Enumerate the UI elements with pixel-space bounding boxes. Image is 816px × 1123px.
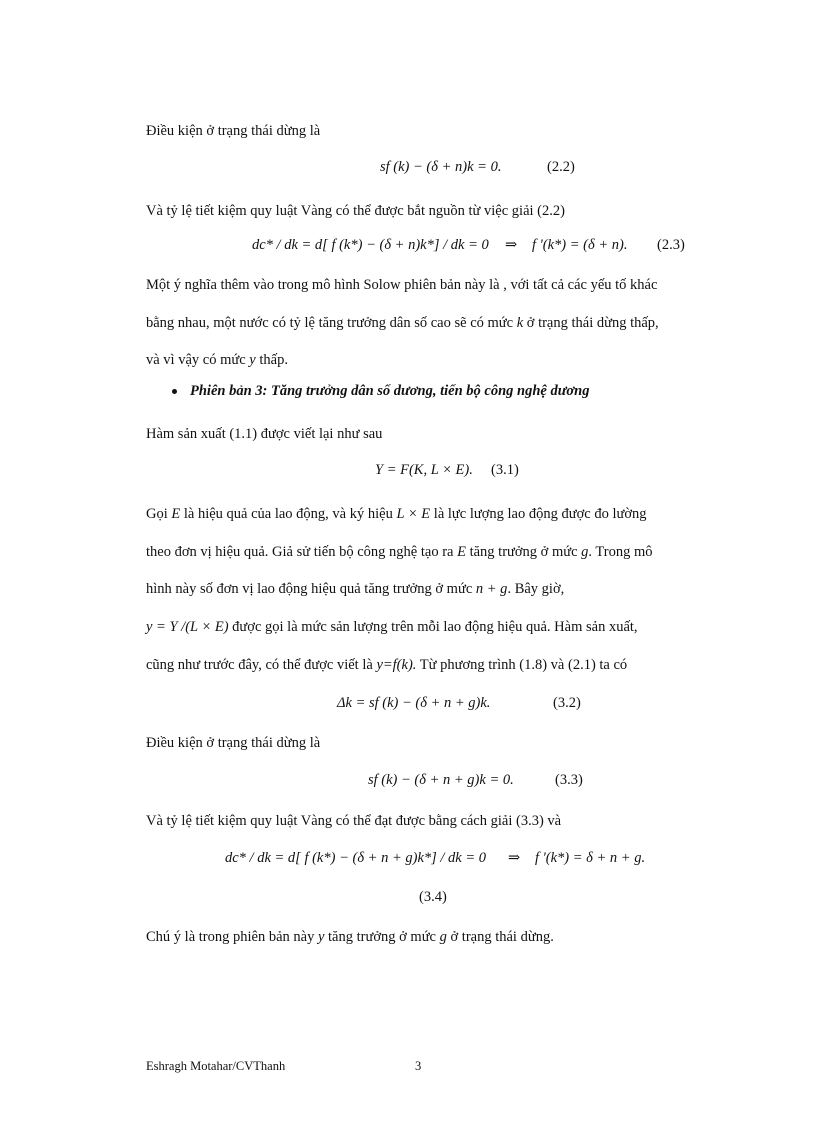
- section-heading-version-3: Phiên bản 3: Tăng trưởng dân số dương, tiến bộ công nghệ dương: [190, 383, 590, 399]
- equation-number-3-2: (3.2): [553, 695, 581, 711]
- paragraph-effectiveness-line-4: y = Y /(L × E) được gọi là mức sản lượng trên mỗi lao động hiệu quả. Hàm sản xuất,: [146, 619, 638, 635]
- equation-number-3-4: (3.4): [419, 889, 447, 905]
- footer-page-number: 3: [415, 1059, 422, 1073]
- implies-arrow-2: ⇒: [508, 850, 521, 866]
- equation-2-3-right: f '(k*) = (δ + n).: [532, 237, 628, 253]
- bullet-icon: [172, 389, 177, 394]
- paragraph-implication-line-3: và vì vậy có mức y thấp.: [146, 352, 288, 368]
- paragraph-closing-note: Chú ý là trong phiên bản này y tăng trưởng ở mức g ở trạng thái dừng.: [146, 929, 554, 945]
- paragraph-effectiveness-line-2: theo đơn vị hiệu quả. Giả sử tiến bộ công nghệ tạo ra E tăng trưởng ở mức g. Trong mô: [146, 544, 653, 560]
- equation-3-2: Δk = sf (k) − (δ + n + g)k.: [337, 695, 491, 711]
- equation-number-3-1: (3.1): [491, 462, 519, 478]
- paragraph-implication-line-2: bằng nhau, một nước có tỷ lệ tăng trưởng dân số cao sẽ có mức k ở trạng thái dừng thấp,: [146, 315, 659, 331]
- equation-number-2-3: (2.3): [657, 237, 685, 253]
- paragraph-steady-state-condition: Điều kiện ở trạng thái dừng là: [146, 123, 321, 139]
- paragraph-golden-rule: Và tỷ lệ tiết kiệm quy luật Vàng có thể được bắt nguồn từ việc giải (2.2): [146, 203, 565, 219]
- equation-3-4-left: dc* / dk = d[ f (k*) − (δ + n + g)k*] / dk = 0: [225, 850, 487, 866]
- implies-arrow: ⇒: [505, 237, 518, 253]
- equation-3-3: sf (k) − (δ + n + g)k = 0.: [368, 772, 514, 788]
- paragraph-effectiveness-line-5: cũng như trước đây, có thể được viết là y=f(k). Từ phương trình (1.8) và (2.1) ta có: [146, 657, 628, 673]
- equation-3-4-right: f '(k*) = δ + n + g.: [535, 850, 646, 866]
- equation-number-3-3: (3.3): [555, 772, 583, 788]
- paragraph-effectiveness-line-1: Gọi E là hiệu quả của lao động, và ký hiệu L × E là lực lượng lao động được đo lường: [146, 506, 647, 522]
- equation-number-2-2: (2.2): [547, 159, 575, 175]
- equation-2-3-left: dc* / dk = d[ f (k*) − (δ + n)k*] / dk = 0: [252, 237, 489, 253]
- equation-3-1: Y = F(K, L × E).: [375, 462, 473, 478]
- paragraph-production-function: Hàm sản xuất (1.1) được viết lại như sau: [146, 426, 383, 442]
- paragraph-implication-line-1: Một ý nghĩa thêm vào trong mô hình Solow phiên bản này là , với tất cả các yếu tố khác: [146, 277, 658, 293]
- footer-author: Eshragh Motahar/CVThanh: [146, 1059, 286, 1073]
- paragraph-steady-state-condition-2: Điều kiện ở trạng thái dừng là: [146, 735, 321, 751]
- paragraph-effectiveness-line-3: hình này số đơn vị lao động hiệu quả tăng trưởng ở mức n + g. Bây giờ,: [146, 581, 565, 597]
- equation-2-2: sf (k) − (δ + n)k = 0.: [380, 159, 502, 175]
- paragraph-golden-rule-2: Và tỷ lệ tiết kiệm quy luật Vàng có thể đạt được bằng cách giải (3.3) và: [146, 813, 562, 829]
